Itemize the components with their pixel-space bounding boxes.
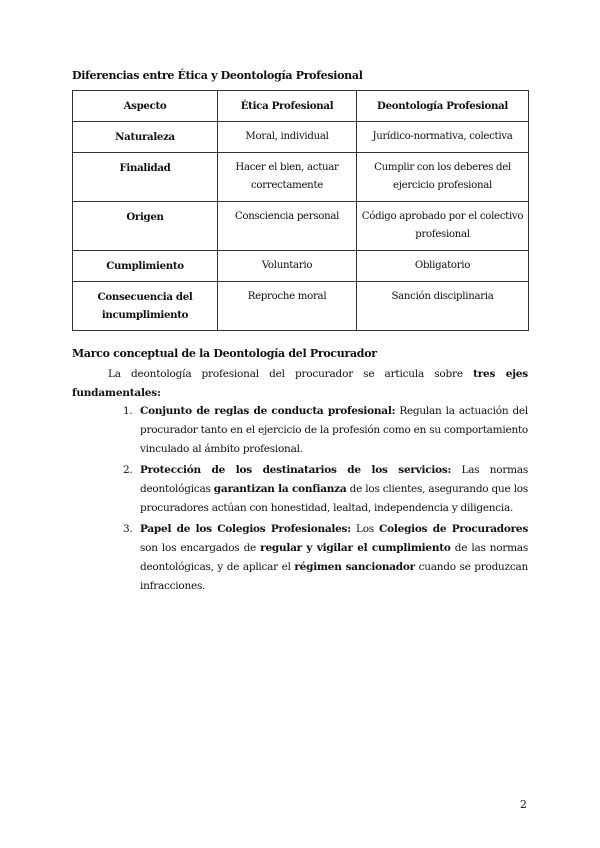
list-item-emphasis: régimen sancionador [294, 561, 415, 573]
list-number: 3. [123, 523, 133, 535]
list-item-emphasis: garantizan la confianza [213, 483, 347, 495]
axes-list [123, 402, 529, 598]
list-item-text: Los [350, 523, 380, 535]
table-cell: Origen [73, 202, 218, 251]
table-cell: Finalidad [73, 153, 218, 202]
table-row [73, 251, 529, 282]
intro-end: : [157, 387, 161, 399]
table-cell: Cumplir con los deberes del ejercicio profesional [357, 153, 529, 202]
list-item-heading: Conjunto de reglas de conducta profesional: [140, 405, 396, 417]
list-item-emphasis: regular y vigilar el cumplimiento [260, 542, 451, 554]
header-cell: Aspecto [73, 91, 218, 122]
table-row [73, 282, 529, 331]
table-cell: Obligatorio [357, 251, 529, 282]
list-item-text: son los encargados de [140, 542, 261, 554]
header-cell: Ética Profesional [218, 91, 357, 122]
table-cell: Sanción disciplinaria [357, 282, 529, 331]
list-item-text: cuando se produzcan infracciones. [140, 561, 528, 592]
table-cell: Hacer el bien, actuar correctamente [218, 153, 357, 202]
list-item [123, 402, 528, 459]
list-item-text: de los clientes, asegurando que los procuradores actúan con honestidad, lealtad, independencia y diligencia. [140, 483, 529, 514]
intro-text: La deontología profesional del procurador se articula sobre [108, 368, 474, 380]
intro-bold: tres ejes fundamentales [72, 368, 528, 399]
table-cell: Moral, individual [218, 122, 357, 153]
page-number: 2 [520, 798, 527, 811]
table-row [73, 153, 529, 202]
table-cell: Cumplimiento [73, 251, 218, 282]
header-cell: Deontología Profesional [357, 91, 529, 122]
section-title: Marco conceptual de la Deontología del Procurador [72, 347, 377, 360]
table-cell: Consecuencia del incumplimiento [73, 282, 218, 331]
table-row [73, 202, 529, 251]
list-item-text: de las normas deontológicas, y de aplicar el [140, 542, 528, 573]
list-item-heading: Papel de los Colegios Profesionales: [140, 523, 351, 535]
list-item-heading: Protección de los destinatarios de los servicios: [140, 464, 452, 476]
table-cell: Código aprobado por el colectivo profesional [357, 202, 529, 251]
table-cell: Jurídico-normativa, colectiva [357, 122, 529, 153]
table-cell: Reproche moral [218, 282, 357, 331]
list-item-text: Regulan la actuación del procurador tanto en el ejercicio de la profesión como en su comportamiento vinculado al ámbito profesional. [140, 405, 528, 455]
list-number: 1. [123, 405, 133, 417]
table-cell: Consciencia personal [218, 202, 357, 251]
list-item-emphasis: Colegios de Procuradores [379, 523, 528, 535]
list-item [123, 520, 528, 596]
table-title: Diferencias entre Ética y Deontología Profesional [72, 69, 363, 82]
table-row [73, 122, 529, 153]
list-number: 2. [123, 464, 133, 476]
table-cell: Voluntario [218, 251, 357, 282]
list-item [123, 461, 529, 518]
table-header-row [73, 91, 529, 122]
comparison-table [72, 90, 529, 331]
list-item-text: Las normas deontológicas [140, 464, 528, 495]
intro-paragraph [72, 365, 528, 403]
table-cell: Naturaleza [73, 122, 218, 153]
